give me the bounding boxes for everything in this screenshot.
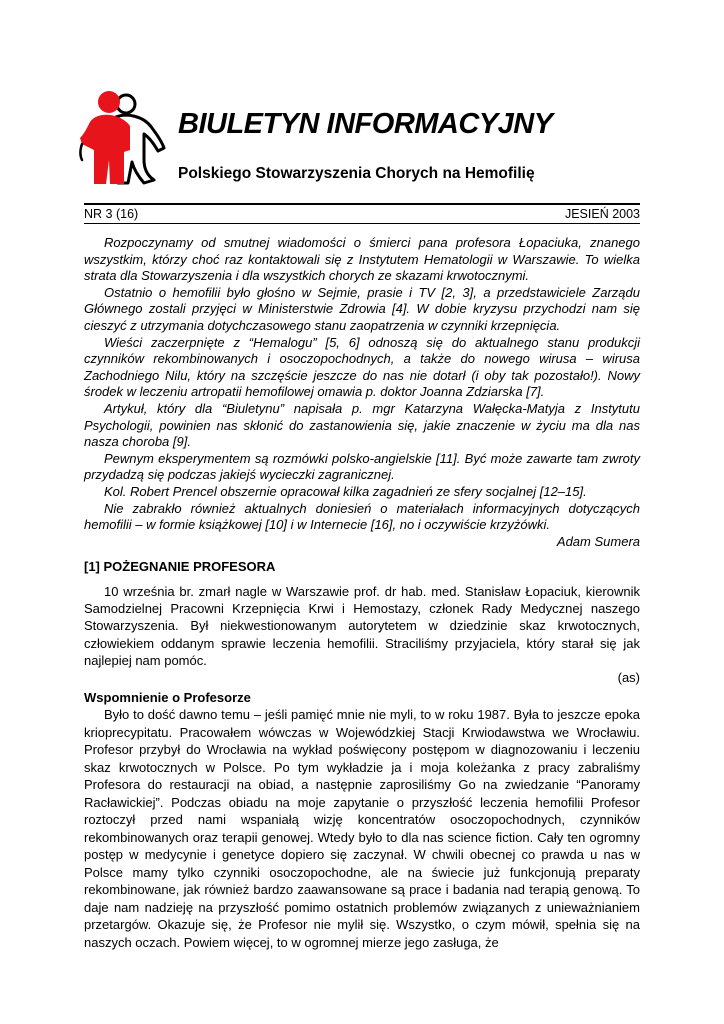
intro-paragraph: Artykuł, który dla “Biuletynu” napisała p. mgr Katarzyna Wałęcka-Matyja z Instytutu Psychologii, powinien nas skłonić do zastanowienia się, jakie znaczenie w życiu ma dla nas nasza choroba [9]. [84, 400, 640, 450]
memoir-paragraph: Było to dość dawno temu – jeśli pamięć mnie nie myli, to w roku 1987. Była to jeszcze epoka krioprecypitatu. Pracowałem wówczas w Wojewódzkiej Stacji Krwiodawstwa we Wrocławiu. Profesor przybył do Wrocławia na wykład poświęcony postępom w diagnozowaniu i leczeniu skaz krwotocznych w Polsce. Po tym wykładzie ja i moja koleżanka z pracy zabraliśmy Profesora do restauracji na obiad, a następnie zaprosiliśmy Go na zwiedzanie “Panoramy Racławickiej”. Podczas obiadu na moje zapytanie o przyszłość leczenia hemofilii Profesor roztoczył przed nami wspaniałą wizję koncentratów osoczopochodnych, czynników rekombinowanych oraz terapii genowej. Wtedy było to dla nas science fiction. Cały ten ogromny postęp w medycynie i genetyce dopiero się zaczynał. W chwili obecnej co prawda u nas w Polsce mamy tylko czynniki osoczopochodne, ale na świecie już funkcjonują preparaty rekombinowane, jak również bardzo zaawansowane są prace i badania nad terapią genową. To daje nam nadzieję na przyszłość pomimo ostatnich problemów związanych z unieważnianiem przetargów. Okazuje się, że Profesor nie mylił się. Wszystko, o czym mówił, spełnia się na naszych oczach. Powiem więcej, to w ogromnej mierze jego zasługa, że [84, 707, 640, 950]
intro-signature: Adam Sumera [556, 533, 640, 549]
intro-paragraph: Pewnym eksperymentem są rozmówki polsko-angielskie [11]. Być może zawarte tam zwroty przydadzą się podczas jakiejś wycieczki zagranicznej. [84, 450, 640, 483]
issue-info-row [84, 206, 640, 222]
farewell-paragraph: 10 września br. zmarł nagle w Warszawie prof. dr hab. med. Stanisław Łopaciuk, kierownik Samodzielnej Pracowni Krzepnięcia Krwi i Hemostazy, członek Rady Medycznej naszego Stowarzyszenia. Był niekwestionowanym autorytetem w dziedzinie skaz krwotocznych, człowiekiem oddanym sprawie leczenia hemofilii. Straciliśmy przyjaciela, który starał się jak najlepiej nam pomóc. [84, 584, 640, 668]
memoir-section [84, 706, 640, 951]
section-heading-farewell: [1] POŻEGNANIE PROFESORA [84, 559, 276, 574]
header-rule-bottom [84, 223, 640, 224]
farewell-signature: (as) [617, 670, 640, 686]
intro-paragraph: Wieści zaczerpnięte z “Hemalogu” [5, 6] odnoszą się do aktualnego stanu produkcji czynników rekombinowanych i osoczopochodnych, a także do nowego wirusa – wirusa Zachodniego Nilu, który na szczęście jeszcze do nas nie dotarł (i oby tak pozostało!). Nowy środek w leczeniu artropatii hemofilowej omawia p. doktor Joanna Zdziarska [7]. [84, 334, 640, 400]
hemophilia-society-logo-icon [78, 88, 170, 188]
intro-paragraph: Rozpoczynamy od smutnej wiadomości o śmierci pana profesora Łopaciuka, znanego wszystkim, którzy choć raz kontaktowali się z Instytutem Hematologii w Warszawie. To wielka strata dla Stowarzyszenia i dla wszystkich chorych ze skazami krwotocznymi. [84, 235, 640, 284]
newsletter-subtitle: Polskiego Stowarzyszenia Chorych na Hemofilię [178, 165, 535, 182]
intro-paragraph: Nie zabrakło również aktualnych doniesień o materiałach informacyjnych dotyczących hemofilii – w formie książkowej [10] i w Internecie [16], no i oczywiście krzyżówki. [84, 500, 640, 533]
intro-paragraph: Kol. Robert Prencel obszernie opracował kilka zagadnień ze sfery socjalnej [12–15]. [104, 483, 587, 499]
issue-date: JESIEŃ 2003 [564, 207, 640, 221]
intro-paragraph: Ostatnio o hemofilii było głośno w Sejmie, prasie i TV [2, 3], a przedstawiciele Zarządu Głównego zostali przyjęci w Ministerstwie Zdrowia [4]. W dobie kryzysu przychodzi nam się cieszyć z utrzymania dotychczasowego stanu zaopatrzenia w czynniki krzepnięcia. [84, 284, 640, 333]
header-rule-top [84, 203, 640, 205]
farewell-section [84, 583, 640, 686]
section-heading-memoir: Wspomnienie o Profesorze [84, 690, 251, 705]
newsletter-title: BIULETYN INFORMACYJNY [178, 108, 553, 140]
editorial-intro [84, 235, 640, 550]
issue-number: NR 3 (16) [84, 207, 139, 221]
